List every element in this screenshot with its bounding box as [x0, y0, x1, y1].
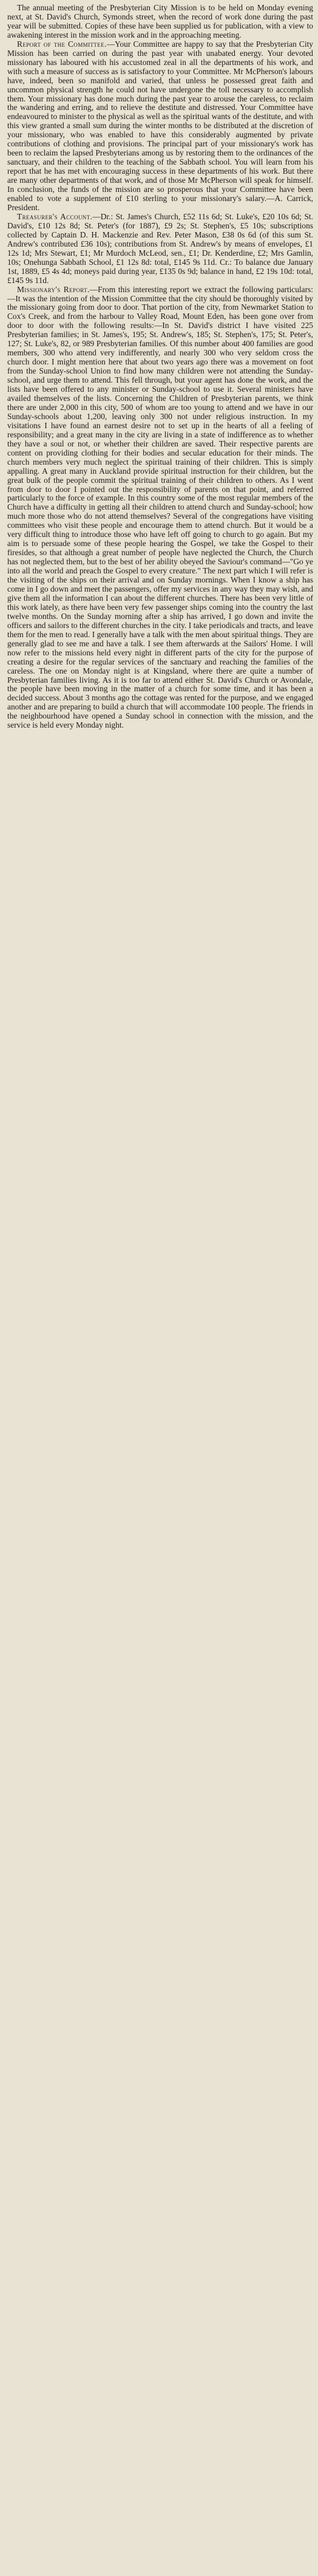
missionary-report-paragraph [7, 285, 313, 731]
missionary-report-heading: Missionary's Report. [17, 284, 90, 294]
committee-report-paragraph [7, 40, 313, 213]
intro-text: The annual meeting of the Presbyterian City Mission is to be held on Monday evening next, at St. David's Church, Symonds street, when the record of work done during the past year will be submitted. Copies of these have been supplied us for publication, with a view to awakening interest in the mission work and in the approaching meeting. [7, 4, 313, 39]
treasurer-account-heading: Treasurer's Account. [17, 211, 93, 221]
article-presbyterian-city-mission [7, 4, 313, 730]
committee-report-text: —Your Committee are happy to say that the Presbyterian City Mission has been carried on during the past year with unabated energy. Your devoted missionary has laboured with his accustomed zeal in all the departments of his work, and with such a measure of success as is satisfactory to your Committee. Mr McPherson's labours have, indeed, been so manifold and varied, that unless he possessed great faith and uncommon physical strength he could not have undergone the toll necessary to accomplish them. Your missionary has done much during the past year to arouse the careless, to reclaim the wandering and erring, and to relieve the destitute and distressed. Your Committee have endeavoured to minister to the physical as well as the spiritual wants of the destitute, and with this view granted a small sum during the winter months to be distributed at the discretion of your missionary, who was enabled to have this considerably augmented by private contributions of clothing and provisions. The principal part of your missionary's work has been to reclaim the lapsed Presbyterians among us by restoring them to the ordinances of the sanctuary, and their children to the teaching of the Sabbath school. You will learn from his report that he has met with encouraging success in these departments of his work. But there are many other departments of that work, and of those Mr McPherson will speak for himself. In conclusion, the funds of the mission are so prosperous that your Committee have been enabled to vote a supplement of £10 sterling to your missionary's salary.—A. Carrick, President. [7, 39, 313, 212]
committee-report-heading: Report of the Committee. [17, 39, 107, 49]
treasurer-account-text: —Dr.: St. James's Church, £52 11s 6d; St. Luke's, £20 10s 6d; St. David's, £10 12s 8d; St. Peter's (for 1887), £9 2s; St. Stephen's, £5 10s; subscriptions collected by Captain D. H. Mackenzie and Rev. Peter Mason, £38 0s 6d (of this sum St. Andrew's contributed £36 10s); contributions from St. Andrew's by means of envelopes, £1 12s 1d; Mrs Stewart, £1; Mr Murdoch McLeod, sen., £1; Dr. Kenderdine, £2; Mrs Gamlin, 10s; Onehunga Sabbath School, £1 12s 8d: total, £145 9s 11d. Cr.: To balance due January 1st, 1889, £5 4s 4d; moneys paid during year, £135 0s 9d; balance in hand, £2 19s 10d: total, £145 9s 11d. [7, 211, 313, 285]
missionary-report-text: —From this interesting report we extract the following particulars:—It was the intention of the Mission Committee that the city should be thoroughly visited by the missionary going from door to door. That portion of the city, from Newmarket Station to Cox's Creek, and from the harbour to Valley Road, Mount Eden, has been gone over from door to door with the following results:—In St. David's district I have visited 225 Presbyterian families; in St. James's, 195; St. Andrew's, 185; St. Stephen's, 175; St. Peter's, 127; St. Luke's, 82, or 989 Presbyterian families. Of this number about 400 families are good members, 300 who attend very indifferently, and nearly 300 who very seldom cross the church door. I might mention here that about two years ago there was a movement on foot from the Sunday-school Union to find how many children were not attending the Sunday-school, and urge them to attend. This fell through, but your agent has done the work, and the lists have been offered to any minister or Sunday-school to use it. Several ministers have availed themselves of the lists. Concerning the Children of Presbyterian parents, we think there are under 2,000 in this city, 500 of whom are too young to attend and we have in our Sunday-schools about 1,200, leaving only 300 not under religious instruction. In my visitations I have found an earnest desire not to set up in the hearts of all a feeling of responsibility; and a great many in the city are living in a state of indifference as to whether they have a soul or not, or whether their children are saved. Their respective parents are content on providing clothing for their bodies and secular education for their minds. The church members very much neglect the spiritual training of their children. This is simply appalling. A great many in Auckland provide spiritual instruction for their children, but the great bulk of the people commit the spiritual training of their children to others. As I went from door to door I pointed out the responsibility of parents on that point, and referred particularly to the force of example. In this country some of the most regular members of the Church have a difficulty in getting all their children to attend church and Sunday-school; how much more those who do not attend themselves? Several of the congregations have visiting committees who visit these people and encourage them to attend church. But it would be a very difficult thing to introduce those who have left off going to church to go again. But my aim is to persuade some of these people hearing the Gospel, we take the Gospel to their firesides, so that although a great number of people have neglected the Church, the Church has not neglected them, but to the best of her ability obeyed the Saviour's command—"Go ye into all the world and preach the Gospel to every creature." The next part which I will refer is the visiting of the ships on their arrival and on Sunday mornings. When I know a ship has come in I go down and meet the passengers, offer my services in any way they may wish, and give them all the information I can about the different churches. There has been very little of this work lately, as there have been very few passenger ships coming into the country the last twelve months. On the Sunday morning after a ship has arrived, I go down and invite the officers and sailors to the different churches in the city. I take periodicals and tracts, and leave them for the men to read. I generally have a talk with the men about spiritual things. They are generally glad to see me and have a talk. I see them afterwards at the Sailors' Home. I will now refer to the missions held every night in different parts of the city for the purpose of creating a desire for the regular services of the sanctuary and reaching the families of the careless. The one on Monday night is at Kingsland, where there are quite a number of Presbyterian families living. As it is too far to attend either St. David's Church or Avondale, the people have been moving in the matter of a church for some time, and it has been a decided success. About 3 months ago the cottage was rented for the purpose, and we engaged another and are preparing to build a church that will accommodate 100 people. The friends in the neighbourhood have opened a Sunday school in connection with the mission, and the service is held every Monday night. [7, 284, 313, 730]
treasurer-account-paragraph [7, 213, 313, 285]
intro-paragraph [7, 4, 313, 40]
newspaper-column [7, 4, 313, 2566]
